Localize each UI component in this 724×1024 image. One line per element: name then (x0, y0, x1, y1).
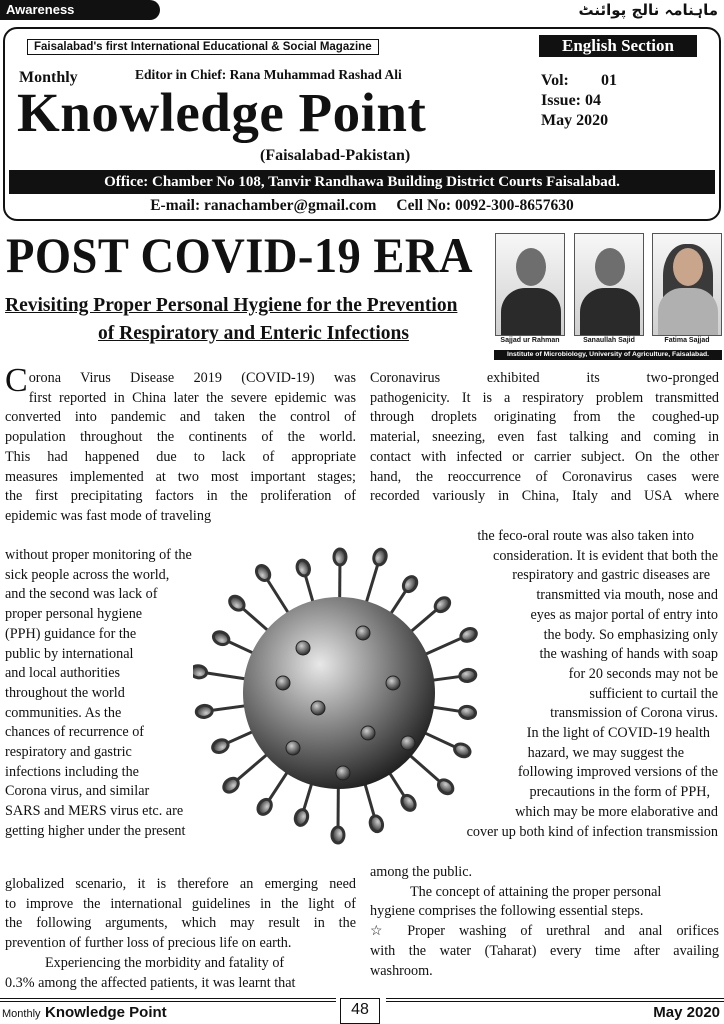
text-line: chances of recurrence of (5, 724, 145, 741)
virus-surface-protein (401, 736, 415, 750)
virus-spike-tip (453, 742, 473, 760)
author-institute: Institute of Microbiology, University of Agriculture, Faisalabad. (494, 350, 722, 360)
text-line: public by international (5, 645, 134, 662)
dropcap: C (5, 362, 28, 399)
left-column-last (5, 954, 356, 993)
masthead (3, 27, 721, 221)
footer-title: Knowledge Point (44, 1004, 167, 1021)
text-line: through droplets originating from the coughed-up (370, 409, 719, 426)
left-column-intro (5, 362, 356, 527)
text-line: throughout the world (5, 684, 125, 701)
text-line: with the water (Taharat) every time after availing (370, 942, 719, 959)
text-line: sufficient to curtail the (589, 685, 718, 702)
contact-phone: Cell No: 0092-300-8657630 (396, 197, 574, 214)
virus-spike-tip (254, 563, 273, 583)
virus-spike-tip (334, 549, 346, 565)
text-line: contact with infected or carrier subject. On the other (370, 448, 719, 465)
text-line: first reported in China later the severe epidemic was (28, 389, 356, 406)
virus-surface-protein (356, 626, 370, 640)
issue-info (541, 71, 617, 131)
text-line: hazard, we may suggest the (527, 744, 684, 761)
author-card (495, 233, 565, 344)
author-card (652, 233, 722, 344)
virus-surface-protein (296, 641, 310, 655)
text-line: proper personal hygiene (5, 606, 143, 623)
section-tag: Awareness (0, 0, 160, 20)
contact-line (5, 197, 719, 215)
text-line: transmitted via mouth, nose and (536, 587, 718, 604)
text-line: sick people across the world, (5, 566, 170, 583)
virus-spike-tip (255, 797, 274, 817)
magazine-location: (Faisalabad-Pakistan) (260, 147, 411, 164)
virus-spike-tip (459, 705, 477, 719)
text-line: globalized scenario, it is therefore an emerging need (5, 876, 356, 892)
text-line: infections including the (5, 763, 139, 780)
text-line: consideration. It is evident that both the (493, 547, 718, 564)
virus-spike-tip (211, 629, 231, 647)
coronavirus-illustration (193, 533, 485, 848)
virus-surface-protein (386, 676, 400, 690)
author-photo (574, 233, 644, 336)
virus-surface-protein (361, 726, 375, 740)
issue-date: May 2020 (541, 112, 609, 129)
text-line: Experiencing the morbidity and fatality of (45, 955, 285, 971)
text-line: without proper monitoring of the (5, 547, 192, 563)
text-line: which may be more elaborative and (515, 803, 718, 820)
text-line: the feco-oral route was also taken into (477, 528, 694, 544)
text-line: (PPH) guidance for the (5, 625, 137, 642)
virus-spike-tip (401, 574, 420, 594)
text-line: Corona virus, and similar (5, 783, 150, 800)
article-subtitle-line2 (0, 323, 497, 345)
text-line: the washing of hands with soap (539, 646, 718, 663)
text-line: population throughout the continents of the world. (5, 429, 356, 446)
author-photo (652, 233, 722, 336)
article-subtitle-line1: Revisiting Proper Personal Hygiene for the Prevention (5, 295, 458, 316)
left-column-wrap (5, 546, 192, 842)
vol-value: 01 (601, 72, 617, 89)
text-line: This had happened due to lack of appropriate (5, 448, 356, 465)
virus-surface-protein (276, 676, 290, 690)
text-line: transmission of Corona virus. (550, 705, 718, 722)
text-line: the body. So emphasizing only (543, 626, 718, 643)
text-line: pathogenicity. It is a respiratory problem transmitted (370, 389, 719, 406)
page-number: 48 (340, 998, 380, 1024)
text-line: respiratory and gastric diseases are (512, 567, 710, 584)
text-line: and the second was lack of (5, 586, 158, 603)
text-line: hand, the reoccurrence of Coronavirus cases were (370, 468, 719, 485)
virus-spike-tip (332, 827, 344, 843)
footer-rule-left (0, 998, 336, 1002)
magazine-tagline: Faisalabad's first International Educational & Social Magazine (27, 39, 379, 55)
footer-date: May 2020 (653, 1004, 720, 1021)
virus-spike-tip (211, 737, 231, 754)
article-subtitle-line2-text: of Respiratory and Enteric Infections (98, 323, 409, 344)
virus-spike-tip (295, 559, 311, 578)
author-name: Sajjad ur Rahman (500, 337, 560, 344)
virus-spike-tip (293, 808, 309, 827)
text-line: respiratory and gastric (5, 744, 132, 761)
virus-spike-tip (368, 814, 384, 833)
virus-surface-protein (311, 701, 325, 715)
text-line: cover up both kind of infection transmission (466, 823, 718, 840)
text-line: and local authorities (5, 665, 121, 682)
text-line: the following arguments, which may result in the (5, 915, 356, 932)
virus-surface-protein (336, 766, 350, 780)
vol-label: Vol: (541, 72, 569, 89)
text-line: Coronavirus exhibited its two-pronged (370, 370, 719, 386)
text-line: The concept of attaining the proper personal (410, 883, 662, 900)
editor-in-chief: Editor in Chief: Rana Muhammad Rashad Ali (135, 67, 402, 82)
right-column-bottom (370, 863, 719, 981)
text-line: hygiene comprises the following essential steps. (370, 903, 644, 920)
virus-spike-tip (399, 793, 418, 813)
author-name: Fatima Sajjad (664, 337, 710, 344)
office-address: Office: Chamber No 108, Tanvir Randhawa Building District Courts Faisalabad. (9, 170, 715, 194)
text-line: 0.3% among the affected patients, it was learnt that (5, 974, 296, 991)
text-line: precautions in the form of PPH, (529, 784, 710, 801)
text-line: epidemic was fast mode of traveling (5, 507, 212, 524)
author-block (494, 233, 722, 359)
text-line: to improve the international guidelines in the light of (5, 895, 356, 912)
text-line: material, sneezing, even fast talking and coming in (370, 429, 719, 446)
footer-rule-right (386, 998, 724, 1002)
text-line: orona Virus Disease 2019 (COVID-19) was (28, 370, 356, 386)
text-line: for 20 seconds may not be (568, 665, 718, 682)
text-line: converted into pandemic and taken the control of (5, 409, 356, 426)
issue-label: Issue: (541, 92, 582, 109)
author-name: Sanaullah Sajid (583, 337, 635, 344)
footer-magazine-name (2, 1004, 167, 1022)
magazine-title: Knowledge Point (17, 82, 427, 143)
virus-surface-protein (286, 741, 300, 755)
issue-value: 04 (585, 92, 602, 109)
author-photo (495, 233, 565, 336)
virus-spike-tip (459, 626, 479, 643)
contact-email: E-mail: ranachamber@gmail.com (150, 197, 377, 214)
footer-prefix: Monthly (2, 1008, 41, 1020)
text-line: prevention of further loss of precious life on earth. (5, 935, 292, 952)
virus-spike-tip (196, 704, 213, 718)
virus-spike-tip (372, 548, 388, 567)
text-line: recorded variously in China, Italy and USA where (370, 488, 719, 505)
text-line: In the light of COVID-19 health (526, 725, 710, 742)
author-card (574, 233, 644, 344)
article-headline: POST COVID-19 ERA (6, 227, 473, 283)
urdu-masthead-title: ماہنامہ نالج پوائنٹ (578, 1, 718, 19)
virus-body (243, 597, 435, 789)
text-line: following improved versions of the (517, 764, 718, 781)
text-line: getting higher under the present (5, 822, 186, 839)
english-section-label: English Section (539, 35, 697, 57)
text-line: among the public. (370, 864, 473, 880)
text-line: SARS and MERS virus etc. are (5, 803, 184, 820)
text-line: ☆ Proper washing of urethral and anal orifices (370, 923, 719, 940)
right-column-intro (370, 369, 719, 507)
text-line: washroom. (370, 962, 433, 979)
text-line: communities. As the (5, 704, 122, 721)
text-line: the first precipitating factors in the proliferation of (5, 488, 356, 505)
virus-spike-tip (459, 668, 476, 682)
text-line: measures implemented at two most important stages; (5, 468, 356, 485)
left-column-bottom (5, 875, 356, 954)
virus-spike-tip (193, 665, 207, 679)
text-line: eyes as major portal of entry into (530, 606, 718, 623)
frequency-label: Monthly (19, 69, 78, 86)
